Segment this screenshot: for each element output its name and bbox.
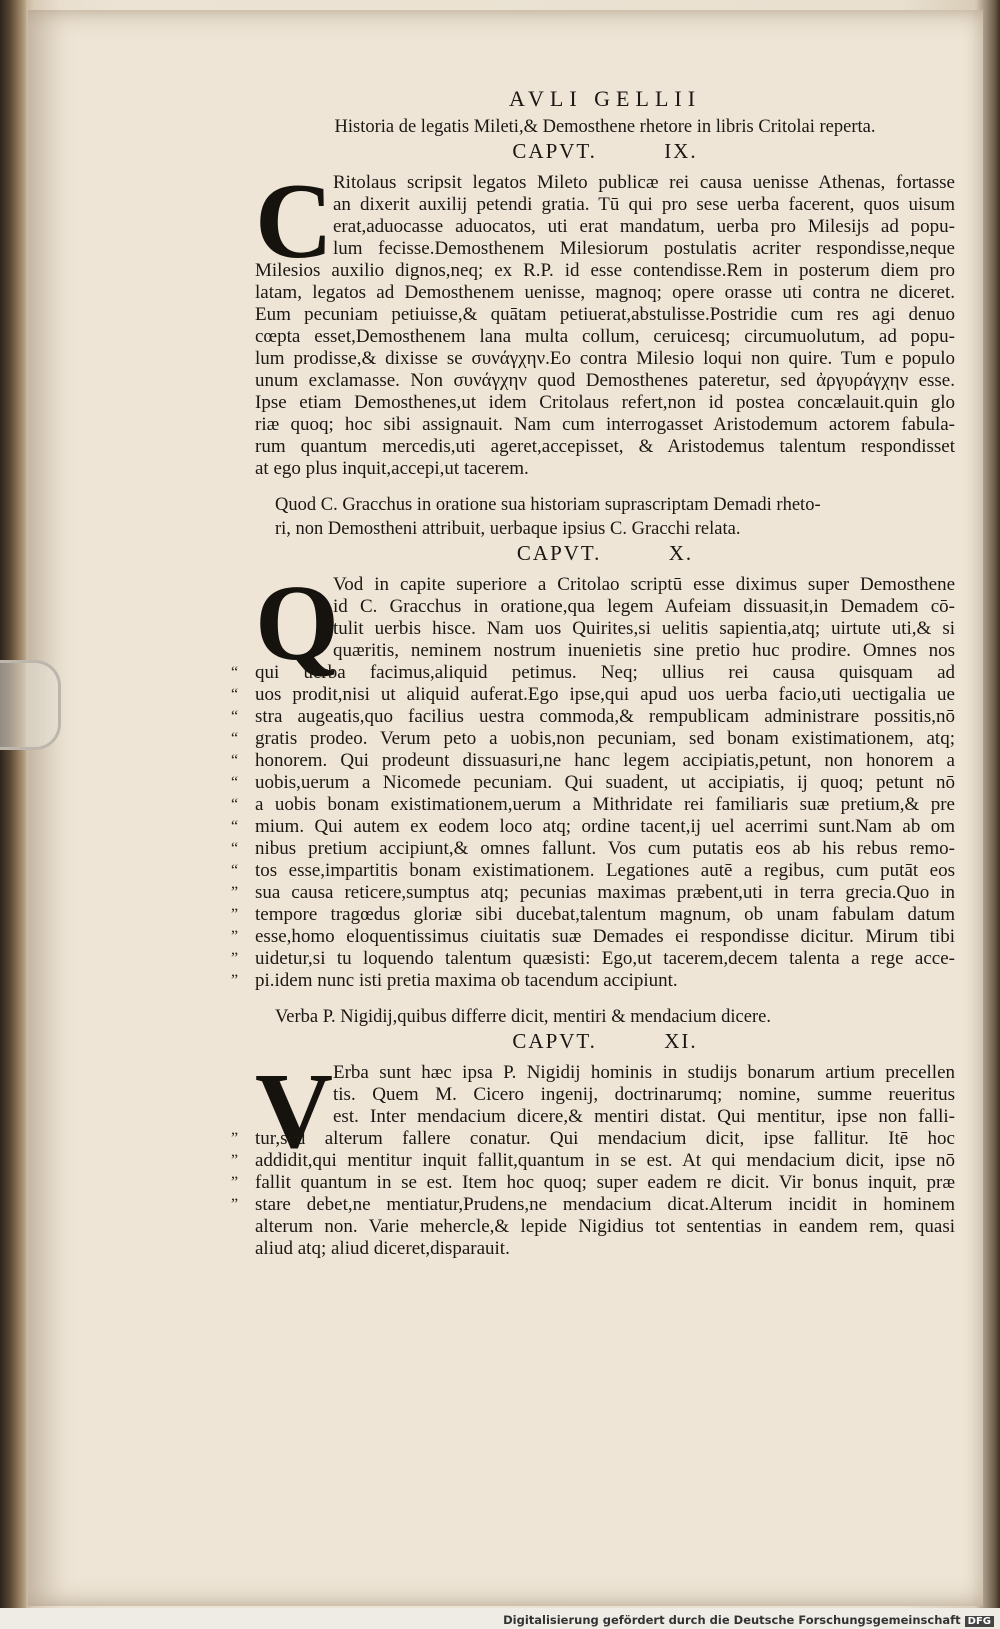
text-line: a uobis bonam existimationem,uerum a Mithridate rei familiaris suæ pretium,& pre “ [231, 794, 955, 815]
drop-cap: Q [255, 564, 340, 683]
margin-quote-mark: “ [231, 664, 239, 681]
caput-heading [255, 1030, 955, 1052]
text-line: honorem. Qui prodeunt dissuasuri,ne hanc legem accipiatis,petunt, non honorem a “ [231, 750, 955, 771]
margin-quote-mark: “ [231, 818, 239, 835]
margin-quote-mark: “ [231, 774, 239, 791]
caput-number: XI. [664, 1029, 698, 1053]
text-line: nibus pretium accipiunt,& omnes fallunt. Vos cum putatis eos ab his rebus remo- “ [231, 838, 955, 859]
text-line: tis. Quem M. Cicero ingenij, doctrinarumq; nomine, summe reueritus [333, 1084, 955, 1105]
page-content [231, 86, 955, 1260]
margin-quote-mark: “ [231, 796, 239, 813]
margin-quote-mark: ” [231, 906, 239, 923]
text-line: latam, legatos ad Demosthenem uenisse, magnoq; opere orasse uti contra ne diceret. [255, 282, 955, 303]
text-line: uobis,uerum a Nicomede pecuniam. Qui suadent, ut accipiatis, ij quoq; petunt nō “ [231, 772, 955, 793]
text-line: uidetur,si tu loquendo talentum quæsisti: Ego,ut tacerem,decem talenta a rege acce- ” [231, 948, 955, 969]
text-line: at ego plus inquit,accepi,ut tacerem. [255, 458, 529, 479]
caput-label: CAPVT. [516, 541, 602, 565]
margin-quote-mark: ” [231, 884, 239, 901]
chapter-text [231, 564, 955, 992]
text-line: erat,aduocasse aduocatos, uti erat mandatum, uerba pro Milesijs ad popu- [333, 216, 955, 237]
caput-heading [255, 140, 955, 162]
text-line: lum prodisse,& dixisse se συνάγχην.Eo contra Milesio loqui non quire. Tum e populo [255, 348, 955, 369]
text-line: id C. Gracchus in oratione,qua legem Aufeiam dissuasit,in Demadem cō- [333, 596, 955, 617]
page-clip [0, 660, 61, 750]
book-spine [0, 0, 26, 1608]
text-line: est. Inter mendacium dicere,& mentiri distat. Qui mentitur, ipse non falli- [333, 1106, 955, 1127]
text-line: Milesios auxilio dignos,neq; ex R.P. id esse contendisse.Rem in posterum diem pro [255, 260, 955, 281]
text-line: stare debet,ne mentiatur,Prudens,ne mendacium dicat.Alterum incidit in hominem ” [231, 1194, 955, 1215]
margin-quote-mark: ” [231, 972, 239, 989]
text-line: qui uerba facimus,aliquid petimus. Neq; ullius rei causa quisquam ad “ [231, 662, 955, 683]
drop-cap: V [255, 1052, 333, 1171]
chapter-title: Quod C. Gracchus in oratione sua historiam suprascriptam Demadi rheto- [275, 495, 821, 515]
text-line: tulit uerbis hisce. Nam uos Quirites,si uelitis sapientia,atq; uirtute uti,& si [333, 618, 955, 639]
chapter-title-continued: ri, non Demostheni attribuit, uerbaque ipsius C. Gracchi relata. [275, 519, 741, 539]
chapter-x [231, 494, 955, 992]
text-line: unum exclamasse. Non συνάγχην quod Demosthenes pateretur, sed ἀργυράγχην esse. [255, 370, 955, 391]
text-line: Vod in capite superiore a Critolao scriptū esse diximus super Demosthene [333, 574, 955, 595]
chapter-ix [255, 116, 955, 480]
chapter-title: Verba P. Nigidij,quibus differre dicit, mentiri & mendacium dicere. [275, 1007, 771, 1027]
text-line: Ipse etiam Demosthenes,ut idem Critolaus refert,non id postea concælauit.quin glo [255, 392, 955, 413]
text-line: sua causa reticere,sumptus atq; pecunias maximas præbent,uti in terra grecia.Quo in ” [231, 882, 955, 903]
text-line: cœpta esset,Demosthenem lana multa collum, ceruicesq; circumuolutum, ad popu- [255, 326, 955, 347]
caput-heading [255, 542, 955, 564]
margin-quote-mark: “ [231, 708, 239, 725]
chapter-title: Historia de legatis Mileti,& Demosthene rhetore in libris Critolai reperta. [334, 117, 876, 137]
caput-label: CAPVT. [512, 139, 597, 163]
margin-quote-mark: “ [231, 730, 239, 747]
text-line: esse,homo eloquentissimus ciuitatis suæ Demades ei respondisse dicitur. Mirum tibi ” [231, 926, 955, 947]
chapter-text [231, 1052, 955, 1260]
margin-quote-mark: “ [231, 752, 239, 769]
text-line: pi.idem nunc isti pretia maxima ob tacendum accipiunt. ” [231, 970, 678, 991]
caput-number: X. [668, 541, 694, 565]
text-line: an dixerit auxilij petendi gratia. Tū qui pro sese uerba facerent, quos uisum [333, 194, 955, 215]
margin-quote-mark: ” [231, 928, 239, 945]
text-line: lum fecisse.Demosthenem Milesiorum postulatis acriter respondisse,neque [333, 238, 955, 259]
text-line: rum quantum mercedis,uti ageret,accepisset, & Aristodemus talentum respondisset [255, 436, 955, 457]
text-line: riæ quoq; hoc sibi assignauit. Nam cum interrogasset Aristodemum actorem fabula- [255, 414, 955, 435]
text-line: gratis prodeo. Verum peto a uobis,non pecuniam, sed bonam existimationem, atq; “ [231, 728, 955, 749]
footer-text: Digitalisierung gefördert durch die Deutsche Forschungsgemeinschaft [503, 1613, 961, 1627]
margin-quote-mark: “ [231, 840, 239, 857]
dfg-logo: DFG [965, 1616, 994, 1627]
caput-number: IX. [664, 139, 698, 163]
text-line: fallit quantum in se est. Item hoc quoq; super eadem re dicit. Vir bonus inquit, præ ” [231, 1172, 955, 1193]
text-line: mium. Qui autem ex eodem loco atq; ordine tacent,ij uel acerrimi sunt.Nam ab om “ [231, 816, 955, 837]
chapter-xi [231, 1006, 955, 1260]
margin-quote-mark: ” [231, 1130, 239, 1147]
text-line: Ritolaus scripsit legatos Mileto publicæ rei causa uenisse Athenas, fortasse [333, 172, 955, 193]
margin-quote-mark: “ [231, 686, 239, 703]
margin-quote-mark: ” [231, 1152, 239, 1169]
text-line: tur,sed alterum fallere conatur. Qui mendacium dicit, ipse fallitur. Itē hoc ” [231, 1128, 955, 1149]
margin-quote-mark: ” [231, 1196, 239, 1213]
drop-cap: C [255, 162, 333, 281]
running-head: AVLI GELLII [508, 86, 702, 111]
text-line: Erba sunt hæc ipsa P. Nigidij hominis in studijs bonarum artium precellen [333, 1062, 955, 1083]
chapter-text [255, 162, 955, 480]
text-line: tempore tragœdus gloriæ sibi ducebat,talentum magnum, ob unam fabulam datum ” [231, 904, 955, 925]
text-line: alterum non. Varie mehercle,& lepide Nigidius tot sententias in eandem rem, quasi [255, 1216, 955, 1237]
text-line: Eum pecuniam petiuisse,& quātam petiuerat,abstulisse.Postridie cum res agi denuo [255, 304, 955, 325]
text-line: quæritis, neminem nostrum inuenietis sine pretio huc prodire. Omnes nos [333, 640, 955, 661]
margin-quote-mark: ” [231, 1174, 239, 1191]
digitization-footer [503, 1613, 994, 1627]
text-line: aliud atq; aliud diceret,disparauit. [255, 1238, 510, 1259]
text-line: uos prodit,nisi ut aliquid auferat.Ego ipse,qui apud uos uerba facio,uti uectigalia ue “ [231, 684, 955, 705]
caput-label: CAPVT. [512, 1029, 597, 1053]
margin-quote-mark: “ [231, 862, 239, 879]
text-line: stra augeatis,quo facilius uestra commoda,& rempublicam administrare possitis,nō “ [231, 706, 955, 727]
margin-quote-mark: ” [231, 950, 239, 967]
text-line: tos esse,impartitis bonam existimationem. Legationes autē a regibus, cum putāt eos “ [231, 860, 955, 881]
text-line: addidit,qui mentitur inquit fallit,quantum in se est. At qui mendacium dicit, ipse nō ” [231, 1150, 955, 1171]
